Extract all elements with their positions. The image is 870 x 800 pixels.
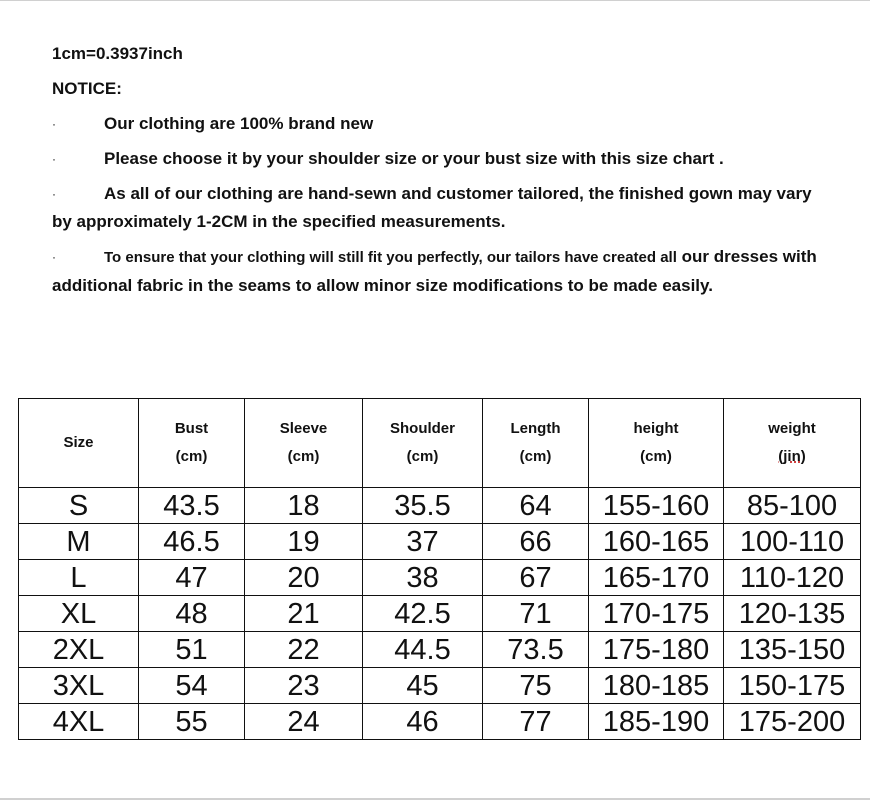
notice-text: As all of our clothing are hand-sewn and customer tailored, the finished gown may vary by approximately 1-2CM in the specified measurements. — [52, 184, 812, 231]
measurement-cell: 20 — [245, 560, 363, 596]
measurement-cell: 51 — [139, 632, 245, 668]
size-cell: M — [19, 524, 139, 560]
size-cell: 4XL — [19, 704, 139, 740]
bullet-dot: · — [52, 152, 56, 166]
table-body — [19, 488, 861, 740]
column-header-shoulder — [363, 399, 483, 488]
size-cell: 2XL — [19, 632, 139, 668]
column-header-sleeve — [245, 399, 363, 488]
measurement-cell: 42.5 — [363, 596, 483, 632]
column-header-length — [483, 399, 589, 488]
measurement-cell: 100-110 — [724, 524, 861, 560]
measurement-cell: 66 — [483, 524, 589, 560]
column-header-unit: (cm) — [406, 448, 439, 465]
measurement-cell: 71 — [483, 596, 589, 632]
measurement-cell: 135-150 — [724, 632, 861, 668]
measurement-cell: 46 — [363, 704, 483, 740]
column-header-bust — [139, 399, 245, 488]
measurement-cell: 77 — [483, 704, 589, 740]
measurement-cell: 38 — [363, 560, 483, 596]
measurement-cell: 73.5 — [483, 632, 589, 668]
table-row — [19, 668, 861, 704]
bullet-dot: · — [52, 117, 56, 131]
column-header-unit: (cm) — [640, 448, 672, 465]
measurement-cell: 37 — [363, 524, 483, 560]
measurement-cell: 120-135 — [724, 596, 861, 632]
measurement-cell: 54 — [139, 668, 245, 704]
measurement-cell: 46.5 — [139, 524, 245, 560]
measurement-cell: 175-200 — [724, 704, 861, 740]
measurement-cell: 47 — [139, 560, 245, 596]
column-header-size — [19, 399, 139, 488]
measurement-cell: 45 — [363, 668, 483, 704]
column-header-unit: (cm) — [287, 448, 320, 465]
measurement-cell: 22 — [245, 632, 363, 668]
measurement-cell: 48 — [139, 596, 245, 632]
measurement-cell: 18 — [245, 488, 363, 524]
notice-text-small: To ensure that your clothing will still fit you perfectly, our tailors have created all — [104, 249, 677, 266]
measurement-cell: 67 — [483, 560, 589, 596]
top-divider — [0, 0, 870, 1]
notice-text: Please choose it by your shoulder size or your bust size with this size chart . — [104, 149, 724, 168]
table-row — [19, 524, 861, 560]
size-cell: L — [19, 560, 139, 596]
notice-section — [52, 40, 832, 307]
measurement-cell: 43.5 — [139, 488, 245, 524]
measurement-cell: 21 — [245, 596, 363, 632]
column-header-height — [589, 399, 724, 488]
notice-bullet-1 — [52, 110, 832, 138]
column-header-label: Shoulder — [389, 420, 455, 437]
notice-text: Our clothing are 100% brand new — [104, 114, 374, 133]
measurement-cell: 24 — [245, 704, 363, 740]
table-row — [19, 560, 861, 596]
measurement-cell: 160-165 — [589, 524, 724, 560]
measurement-cell: 175-180 — [589, 632, 724, 668]
column-header-label: weight — [768, 420, 816, 437]
column-header-unit: (cm) — [175, 448, 208, 465]
notice-bullet-2 — [52, 145, 832, 173]
measurement-cell: 44.5 — [363, 632, 483, 668]
notice-heading: NOTICE: — [52, 79, 122, 98]
measurement-cell: 150-175 — [724, 668, 861, 704]
notice-bullet-4 — [52, 243, 832, 300]
notice-bullet-3 — [52, 180, 832, 236]
measurement-cell: 155-160 — [589, 488, 724, 524]
column-header-unit: (jin) — [778, 448, 806, 465]
column-header-label: Length — [510, 420, 561, 437]
bullet-dot: · — [52, 250, 56, 264]
bullet-dot: · — [52, 187, 56, 201]
column-header-label: height — [633, 420, 679, 437]
size-chart-table — [18, 398, 861, 740]
measurement-cell: 55 — [139, 704, 245, 740]
measurement-cell: 110-120 — [724, 560, 861, 596]
measurement-cell: 185-190 — [589, 704, 724, 740]
notice-text: our dresses with additional fabric in the seams to allow minor size modifications to be made easily. — [52, 247, 817, 295]
measurement-cell: 75 — [483, 668, 589, 704]
measurement-cell: 19 — [245, 524, 363, 560]
measurement-cell: 23 — [245, 668, 363, 704]
table-header-row — [19, 399, 861, 488]
table-row — [19, 596, 861, 632]
table-row — [19, 704, 861, 740]
measurement-cell: 165-170 — [589, 560, 724, 596]
size-cell: XL — [19, 596, 139, 632]
column-header-label: Bust — [174, 420, 209, 437]
size-cell: 3XL — [19, 668, 139, 704]
measurement-cell: 180-185 — [589, 668, 724, 704]
measurement-cell: 64 — [483, 488, 589, 524]
column-header-unit: (cm) — [519, 448, 552, 465]
conversion-note: 1cm=0.3937inch — [52, 44, 183, 63]
table-row — [19, 632, 861, 668]
column-header-label: Size — [63, 434, 94, 451]
measurement-cell: 35.5 — [363, 488, 483, 524]
size-cell: S — [19, 488, 139, 524]
column-header-label: Sleeve — [279, 420, 328, 437]
column-header-weight — [724, 399, 861, 488]
table-row — [19, 488, 861, 524]
measurement-cell: 170-175 — [589, 596, 724, 632]
measurement-cell: 85-100 — [724, 488, 861, 524]
